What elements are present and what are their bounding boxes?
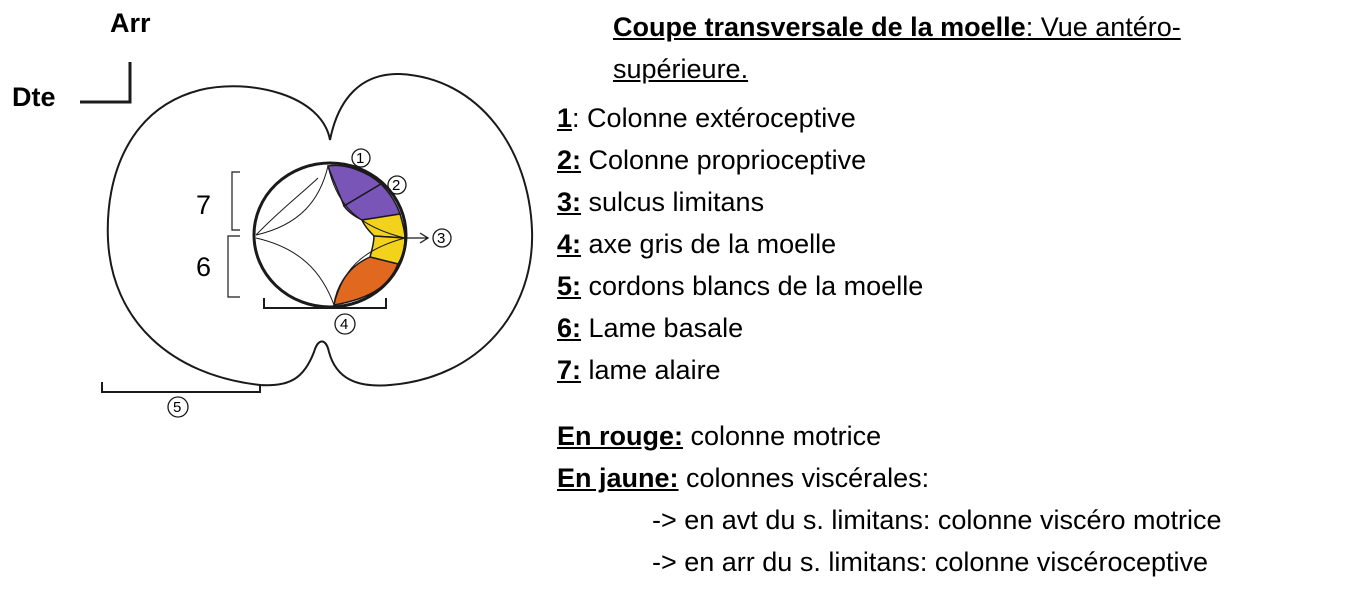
legend-key-3: 3: (557, 187, 582, 217)
spinal-cord-drawing (0, 0, 560, 590)
legend-key-7: 7: (557, 355, 582, 385)
color-legend-yellow (557, 457, 929, 499)
legend-key-2: 2: (557, 145, 582, 175)
svg-text:5: 5 (173, 399, 182, 416)
legend-text-2: Colonne proprioceptive (581, 145, 867, 175)
color-text-red: colonne motrice (683, 421, 882, 451)
legend-item-2 (557, 139, 866, 181)
legend-text-6: Lame basale (581, 313, 744, 343)
arrow-to-label-3 (405, 233, 428, 243)
bracket-zone-7 (232, 172, 240, 230)
legend-text-5: cordons blancs de la moelle (581, 271, 924, 301)
legend-key-1: 1 (557, 103, 573, 133)
svg-text:4: 4 (340, 316, 349, 333)
subline-posterior: -> en arr du s. limitans: colonne viscéroceptive (652, 547, 1209, 577)
legend-title (613, 6, 1293, 90)
legend-key-4: 4: (557, 229, 582, 259)
circled-label-2 (388, 176, 406, 194)
circled-label-1 (352, 149, 370, 167)
color-text-yellow: colonnes viscérales: (678, 463, 930, 493)
zone-label-6: 6 (196, 252, 212, 282)
legend-item-1 (557, 97, 856, 139)
subline-anterior: -> en avt du s. limitans: colonne viscéro motrice (652, 505, 1222, 535)
title-strong: Coupe transversale de la moelle (613, 12, 1026, 42)
circled-label-3 (433, 229, 451, 247)
zone-label-7: 7 (196, 190, 212, 220)
legend-text-3: sulcus limitans (581, 187, 765, 217)
orientation-up-label: Arr (110, 8, 151, 38)
svg-text:3: 3 (437, 230, 446, 247)
outer-cord-outline (108, 74, 532, 386)
legend-item-4 (557, 223, 836, 265)
bracket-label-5 (102, 382, 260, 392)
orientation-corner-mark (80, 62, 130, 102)
legend-key-5: 5: (557, 271, 582, 301)
svg-text:2: 2 (392, 177, 401, 194)
bracket-zone-6 (228, 236, 240, 297)
legend-item-7 (557, 349, 721, 391)
legend-item-5 (557, 265, 923, 307)
legend-text-1: Colonne extéroceptive (579, 103, 856, 133)
title-rest: : Vue antéro-supérieure. (613, 12, 1181, 84)
legend-text-7: lame alaire (581, 355, 721, 385)
color-key-yellow: En jaune: (557, 463, 679, 493)
circled-label-4 (335, 314, 355, 334)
legend-sep-1: : (572, 103, 580, 133)
color-legend-red (557, 415, 881, 457)
svg-text:1: 1 (356, 150, 365, 167)
circled-label-5 (168, 397, 188, 417)
legend-key-6: 6: (557, 313, 582, 343)
color-key-red: En rouge: (557, 421, 683, 451)
orientation-left-label: Dte (12, 82, 56, 112)
legend-item-6 (557, 307, 743, 349)
legend-text-4: axe gris de la moelle (581, 229, 837, 259)
legend-item-3 (557, 181, 764, 223)
